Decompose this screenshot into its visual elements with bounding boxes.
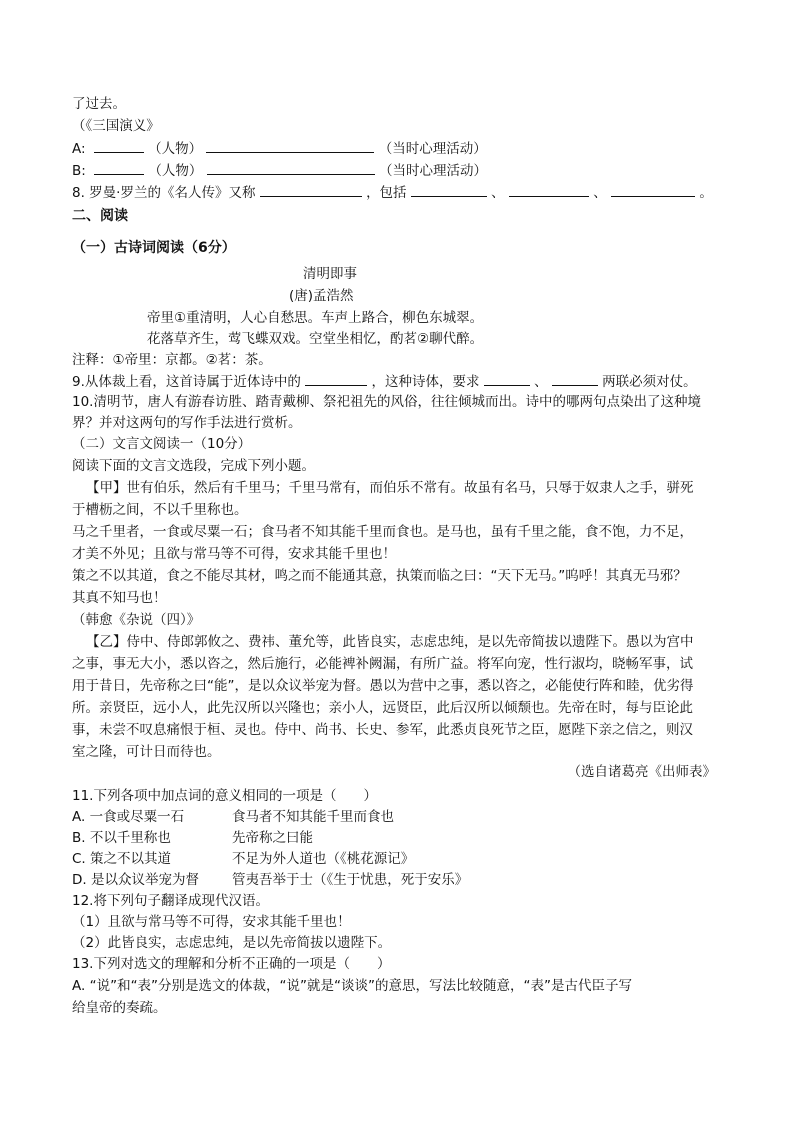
answer-blank[interactable] <box>411 182 487 197</box>
subsection-heading: （二）文言文阅读一（10分） <box>72 436 252 452</box>
passage-jia: 于槽枥之间，不以千里称也。 <box>72 502 248 518</box>
text-line: 了过去。 <box>72 96 126 112</box>
mind-label: （当时心理活动） <box>378 141 487 157</box>
separator: 。 <box>699 185 713 201</box>
passage-jia: 才美不外见；且欲与常马等不可得，安求其能千里也！ <box>72 546 396 562</box>
row-label: B: <box>72 163 86 179</box>
question-12-item: （2）此皆良实，志虑忠纯，是以先帝简拔以遗陛下。 <box>72 935 392 951</box>
poem-line: 花落草齐生，莺飞蝶双戏。空堂坐相忆，酌茗②聊代醉。 <box>147 331 484 347</box>
option-text: C. 策之不以其道 <box>72 851 172 867</box>
question-text: 8. 罗曼·罗兰的《名人传》又称 <box>72 185 256 201</box>
option-b-pair: 先帝称之曰能 <box>232 830 313 846</box>
passage-yi: 用于昔日，先帝称之曰“能”，是以众议举宠为督。愚以为营中之事，悉以咨之，必能使行阵和睦，优劣得 <box>72 678 694 694</box>
row-label: A: <box>72 141 86 157</box>
option-text: B. 不以千里称也 <box>72 830 171 846</box>
section-heading: 二、阅读 <box>72 208 128 224</box>
answer-blank[interactable] <box>552 371 598 386</box>
person-blank[interactable] <box>94 138 144 153</box>
instructions: 阅读下面的文言文选段，完成下列小题。 <box>72 458 315 474</box>
passage-yi: 之事，事无大小，悉以咨之，然后施行，必能裨补阙漏，有所广益。将军向宠，性行淑均，晓畅军事，试 <box>72 656 693 672</box>
answer-row-a <box>72 138 487 159</box>
option-d-pair: 管夷吾举于士（《生于忧患，死于安乐》 <box>232 872 469 888</box>
option-a[interactable]: A. “说”和“表”分别是选文的体裁，“说”就是“谈谈”的意思，写法比较随意，“表”是古代臣子写 <box>72 978 633 994</box>
option-text: A. 一食或尽粟一石 <box>72 809 185 825</box>
option-a[interactable] <box>72 807 184 827</box>
person-blank[interactable] <box>94 160 144 175</box>
person-label: （人物） <box>148 141 203 157</box>
mind-label: （当时心理活动） <box>379 163 487 179</box>
poem-author: (唐)孟浩然 <box>289 288 354 304</box>
subsection-heading: （一）古诗词阅读（6分） <box>72 240 236 256</box>
answer-row-b <box>72 160 487 181</box>
person-label: （人物） <box>148 163 203 179</box>
poem-title: 清明即事 <box>303 266 357 282</box>
passage-yi: 【乙】侍中、侍郎郭攸之、费祎、董允等，此皆良实，志虑忠纯，是以先帝简拔以遗陛下。愚以为宫中 <box>86 634 694 650</box>
poem-line: 帝里①重清明，人心自愁思。车声上路合，柳色东城翠。 <box>147 310 484 326</box>
passage-yi: 所。亲贤臣，远小人，此先汉所以兴隆也；亲小人，远贤臣，此后汉所以倾颓也。先帝在时，每与臣论此 <box>72 700 693 716</box>
option-d[interactable] <box>72 870 199 890</box>
option-text: D. 是以众议举宠为督 <box>72 872 199 888</box>
source-citation: （选自诸葛亮《出师表》 <box>567 764 716 780</box>
answer-blank[interactable] <box>260 182 362 197</box>
question-10: 10.清明节，唐人有游春访胜、踏青戴柳、祭祀祖先的风俗，往往倾城而出。诗中的哪两句点染出了这种境 <box>72 394 701 410</box>
mind-blank[interactable] <box>206 138 374 153</box>
option-a-pair: 食马者不知其能千里而食也 <box>232 809 394 825</box>
answer-blank[interactable] <box>484 371 530 386</box>
separator: 、 <box>491 185 505 201</box>
answer-blank[interactable] <box>509 182 589 197</box>
passage-yi: 室之隆，可计日而待也。 <box>72 744 221 760</box>
question-text: ，这种诗体，要求 <box>371 374 480 390</box>
question-11: 11.下列各项中加点词的意义相同的一项是（ ） <box>72 788 377 804</box>
question-12: 12.将下列句子翻译成现代汉语。 <box>72 893 269 909</box>
source-citation: （韩愈《杂说（四）》 <box>72 612 201 628</box>
answer-blank[interactable] <box>611 182 695 197</box>
question-8 <box>72 182 713 203</box>
option-c[interactable] <box>72 849 171 869</box>
passage-yi: 事，未尝不叹息痛恨于桓、灵也。侍中、尚书、长史、参军，此悉贞良死节之臣，愿陛下亲之信之，则汉 <box>72 722 693 738</box>
passage-jia: 其真不知马也！ <box>72 590 167 606</box>
option-c-pair: 不足为外人道也（《桃花源记》 <box>232 851 415 867</box>
separator: 、 <box>534 374 548 390</box>
question-text: 两联必须对仗。 <box>602 374 697 390</box>
question-13: 13.下列对选文的理解和分析不正确的一项是（ ） <box>72 956 391 972</box>
passage-jia: 马之千里者，一食或尽粟一石；食马者不知其能千里而食也。是马也，虽有千里之能，食不饱，力不足， <box>72 524 693 540</box>
source-citation: （《三国演义》 <box>72 118 160 134</box>
mind-blank[interactable] <box>207 160 375 175</box>
answer-blank[interactable] <box>305 371 367 386</box>
question-text: ，包括 <box>366 185 407 201</box>
option-b[interactable] <box>72 828 171 848</box>
question-text: 9.从体裁上看，这首诗属于近体诗中的 <box>72 374 301 390</box>
passage-jia: 策之不以其道，食之不能尽其材，鸣之而不能通其意，执策而临之曰：“天下无马。”呜呼！其真无马邪？ <box>72 568 687 584</box>
question-9 <box>72 371 697 392</box>
passage-jia: 【甲】世有伯乐，然后有千里马；千里马常有，而伯乐不常有。故虽有名马，只辱于奴隶人之手，骈死 <box>86 480 694 496</box>
option-a-cont: 给皇帝的奏疏。 <box>72 1000 167 1016</box>
separator: 、 <box>593 185 607 201</box>
question-10-cont: 界？并对这两句的写作手法进行赏析。 <box>72 415 302 431</box>
question-12-item: （1）且欲与常马等不可得，安求其能千里也！ <box>72 914 351 930</box>
notes: 注释：①帝里：京都。②茗：茶。 <box>72 352 272 368</box>
